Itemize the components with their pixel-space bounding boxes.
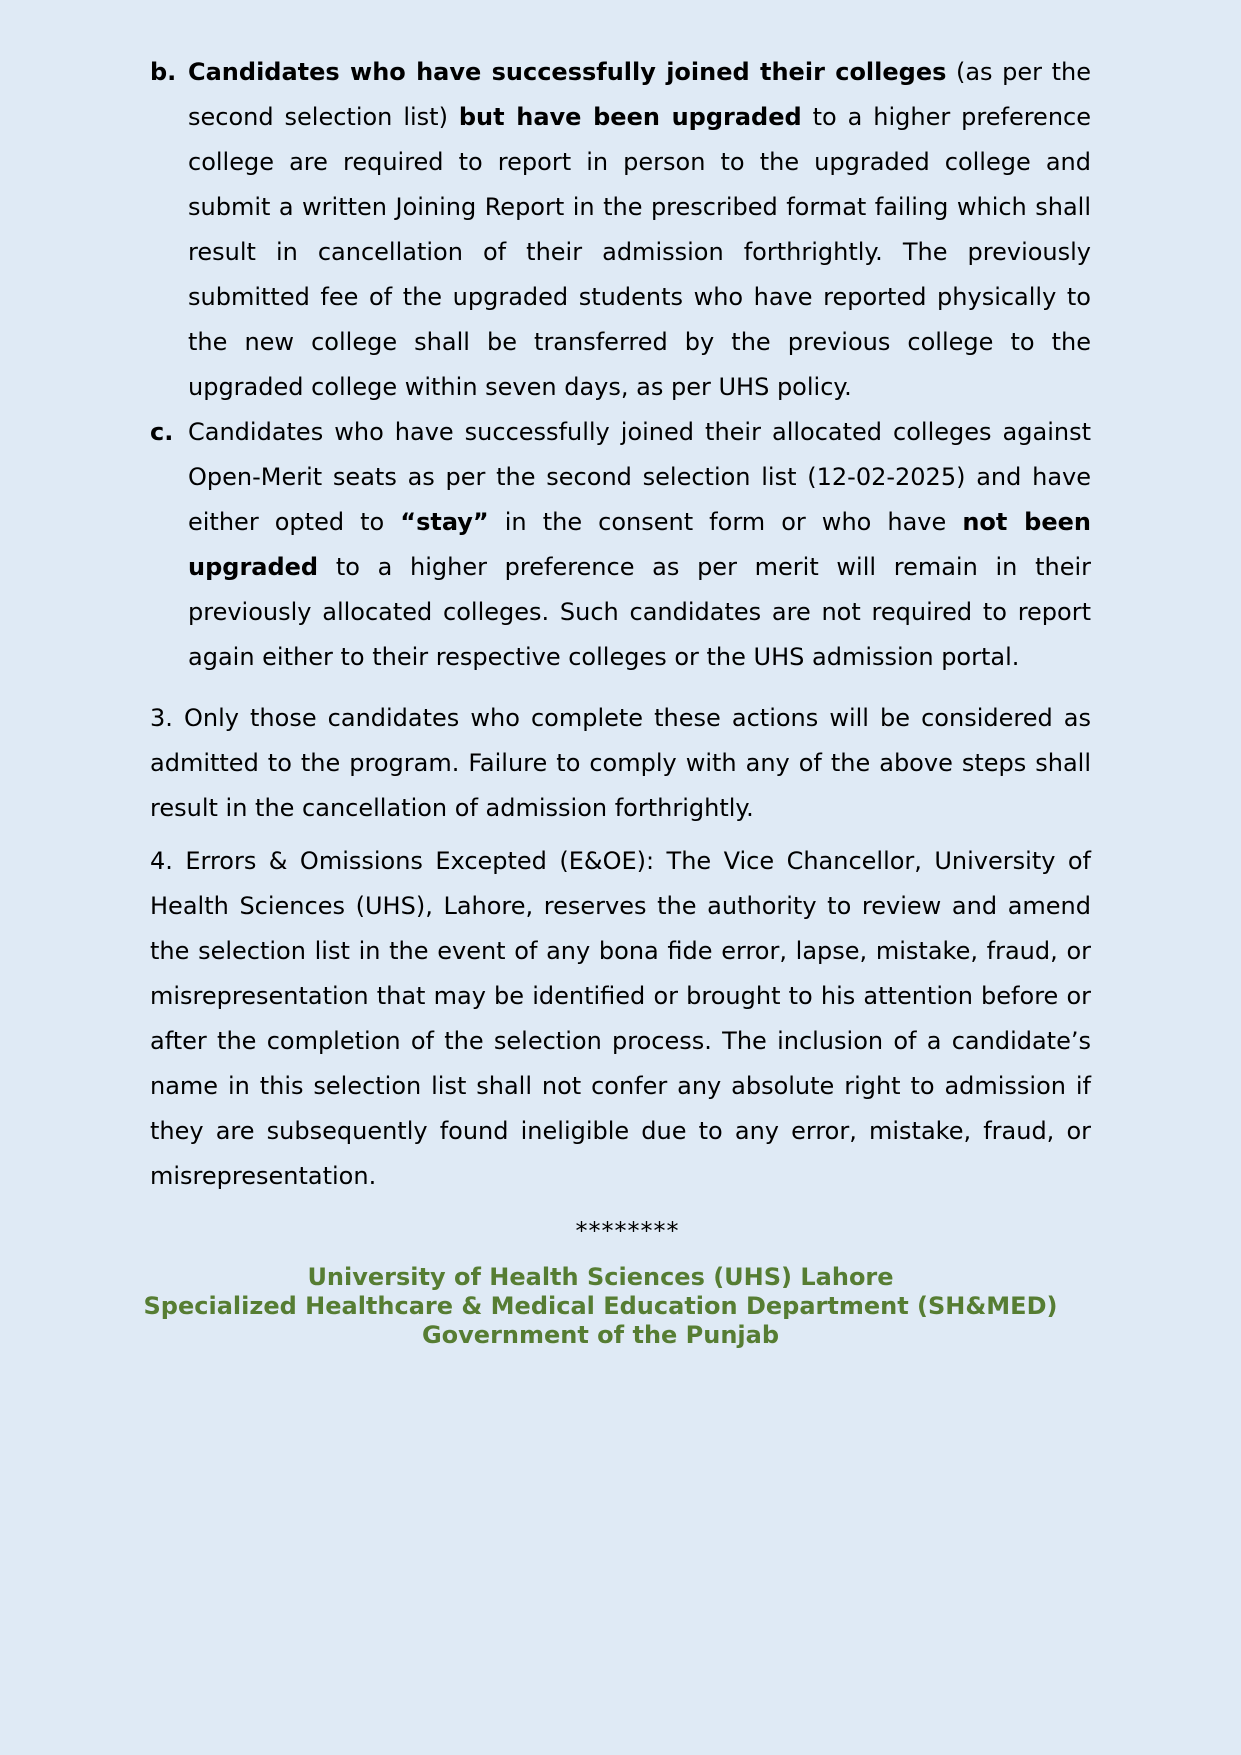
list-marker-c: c. (150, 418, 174, 446)
item-b-bold-upgraded: but have been upgraded (458, 103, 802, 131)
footer-line-shmed: Specialized Healthcare & Medical Education Department (SH&MED) (143, 1292, 1058, 1320)
separator-stars: ******** (575, 1217, 680, 1245)
item-b-bold-lead: Candidates who have successfully joined their colleges (188, 58, 947, 86)
item-c-text-2: in the consent form or who have (488, 508, 963, 536)
paragraph-3: 3. Only those candidates who complete these actions will be considered as admitted to the program. Failure to comply with any of the above steps shall result in the cancellation of admission forthrightly. (150, 704, 1091, 822)
item-b-text-2: to a higher preference college are required to report in person to the upgraded college and submit a written Joining Report in the prescribed format failing which shall result in cancellation of their admission forthrightly. The previously submitted fee of the upgraded students who have reported physically to the new college shall be transferred by the previous college to the upgraded college within seven days, as per UHS policy. (188, 103, 1091, 401)
list-marker-b: b. (150, 58, 177, 86)
item-b-text-1: (as per the second selection list) (188, 58, 1091, 131)
item-c-text-1: Candidates who have successfully joined their allocated colleges against Open-Merit seats as per the second selection list (12-02-2025) and have either opted to (188, 418, 1091, 536)
list-item-b (150, 50, 1091, 410)
paragraph-4-eoe: 4. Errors & Omissions Excepted (E&OE): The Vice Chancellor, University of Health Sciences (UHS), Lahore, reserves the authority to review and amend the selection list in the event of any bona fide error, lapse, mistake, fraud, or misrepresentation that may be identified or brought to his attention before or after the completion of the selection process. The inclusion of a candidate’s name in this selection list shall not confer any absolute right to admission if they are subsequently found ineligible due to any error, mistake, fraud, or misrepresentation. (150, 847, 1091, 1190)
item-c-text-3: to a higher preference as per merit will remain in their previously allocated colleges. Such candidates are not required to report again either to their respective colleges or the UHS admission portal. (188, 553, 1091, 671)
item-c-bold-not-upgraded: not been upgraded (188, 508, 1091, 581)
footer-signature-block (130, 1263, 1071, 1350)
document-page (143, 50, 1091, 1350)
list-item-c (150, 410, 1091, 680)
item-c-bold-stay: “stay” (400, 508, 489, 536)
footer-line-government: Government of the Punjab (421, 1321, 780, 1349)
footer-line-uhs: University of Health Sciences (UHS) Lahore (307, 1263, 894, 1291)
